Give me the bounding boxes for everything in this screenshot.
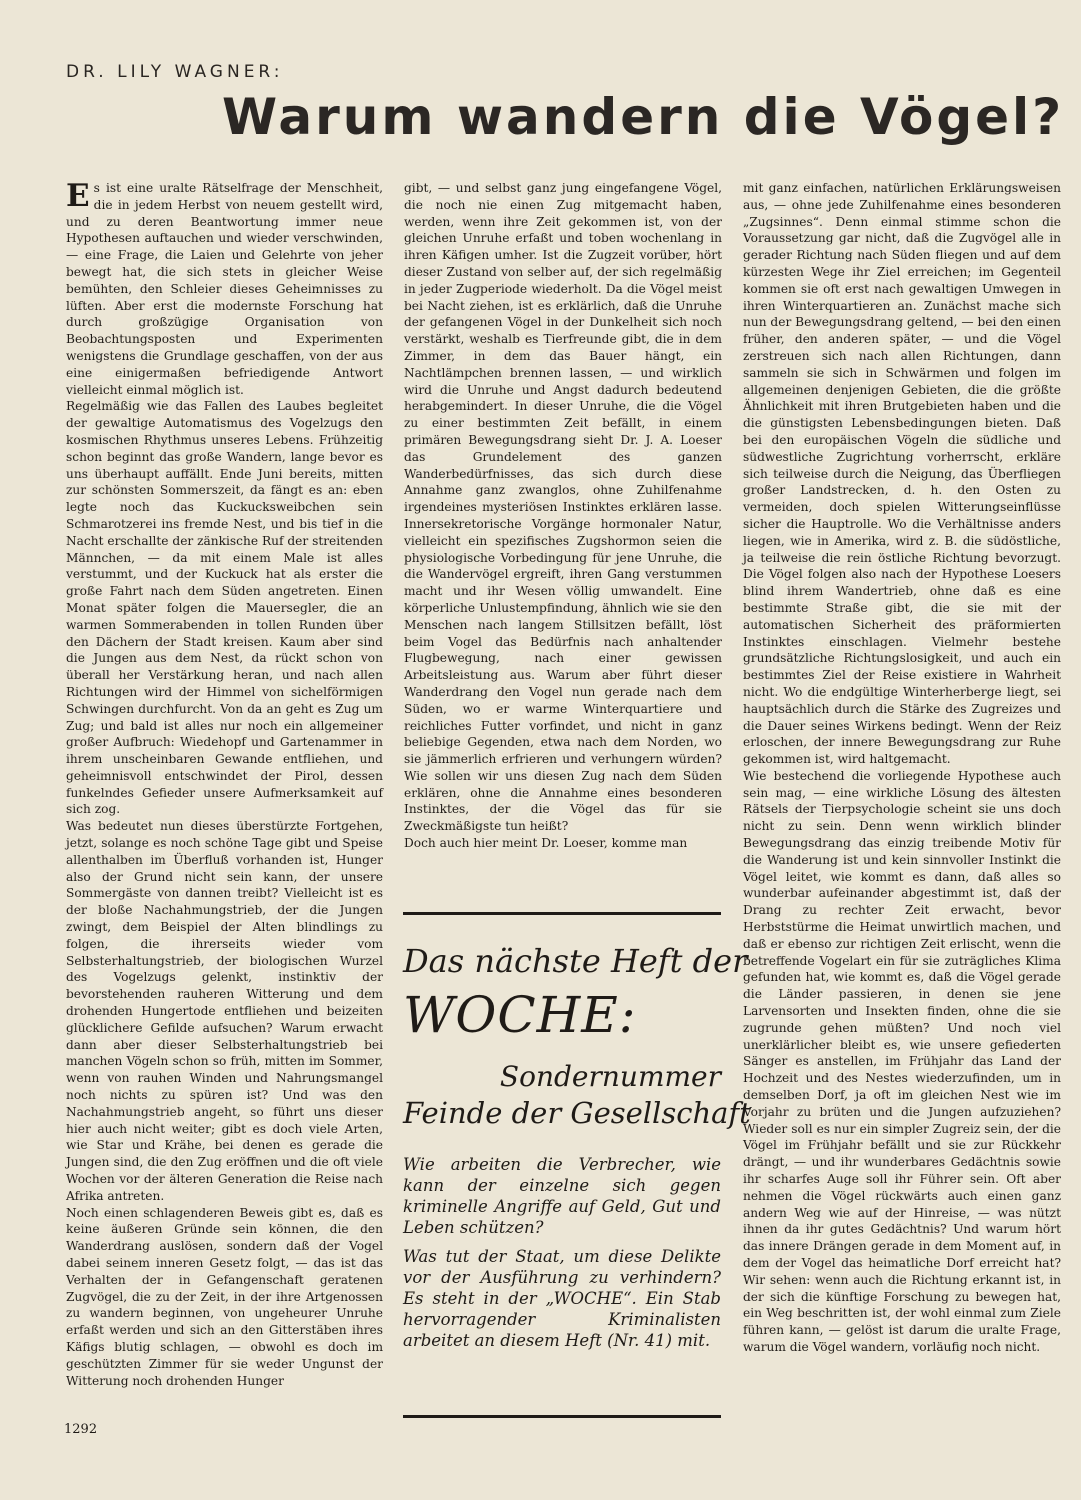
page-number: 1292 bbox=[64, 1422, 98, 1437]
advert-text: Was tut der Staat, um diese Delikte vor der Ausführung zu verhindern? Es steht in der „WOCHE“. Ein Stab hervorragender Kriminalisten arbeitet an diesem Heft (Nr. 41) mit. bbox=[403, 1247, 721, 1350]
paragraph: Regelmäßig wie das Fallen des Laubes begleitet der gewaltige Automatismus des Vogelzugs den kosmischen Rhythmus unseres Lebens. Frühzeitig schon beginnt das große Wandern, lange bevor es uns überhaupt auffällt. Ende Juni bereits, mitten zur schönsten Sommerszeit, da fängt es an: eben legte noch das Kuckucksweibchen sein Schmarotzerei ins fremde Nest, und bis tief in die Nacht erschallte der zänkische Ruf der streitenden Männchen, — da mit einem Male ist alles verstummt, und der Kuckuck hat als erster die große Fahrt nach dem Süden angetreten. Einen Monat später folgen die Mauersegler, die an warmen Sommerabenden in tollen Runden über den Dächern der Stadt kreisen. Kaum aber sind die Jungen aus dem Nest, da rückt schon von überall her Verstärkung heran, und nach allen Richtungen wird der Himmel von sichelförmigen Schwingen durchfurcht. Von da an geht es Zug um Zug; und bald ist alles nur noch ein allgemeiner großer Aufbruch: Wiedehopf und Gartenammer in ihrem unscheinbaren Gewande entfliehen, und geheimnisvoll entschwindet der Pirol, dessen funkelndes Gefieder unsere Aufmerksamkeit auf sich zog. bbox=[66, 399, 383, 817]
paragraph: Noch einen schlagenderen Beweis gibt es, daß es keine äußeren Gründe sein können, die den Wanderdrang auslösen, sondern daß der Vogel dabei seinem inneren Gesetz folgt, — das ist das Verhalten der in Gefangenschaft geratenen Zugvögel, die zu der Zeit, in der ihre Artgenossen zu wandern beginnen, von ungeheurer Unruhe erfaßt werden und sich an den Gitterstäben ihres Käfigs blutig schlagen, — obwohl es doch im geschützten Zimmer für sie weder Ungunst der Witterung noch drohenden Hunger bbox=[66, 1205, 383, 1388]
paragraph bbox=[66, 180, 383, 398]
article-title: Warum wandern die Vögel? bbox=[222, 88, 1065, 146]
article-column-1 bbox=[66, 180, 383, 1389]
drop-cap: E bbox=[66, 178, 90, 214]
paragraph-rest: s ist eine uralte Rätselfrage der Menschheit, die in jedem Herbst von neuem gestellt wird, und zu deren Beantwortung immer neue Hypothesen auftauchen und wieder verschwinden, — eine Frage, die Laien und Gelehrte von jeher bewegt hat, die sich stets in gleicher Weise bemühten, den Schleier dieses Geheimnisses zu lüften. Aber erst die modernste Forschung hat durch großzügige Organisation von Beobachtungsposten und Experimenten wenigstens die Grundlage geschaffen, von der aus eine einigermaßen befriedigende Antwort vielleicht einmal möglich ist. bbox=[66, 181, 383, 397]
paragraph: gibt, — und selbst ganz jung eingefangene Vögel, die noch nie einen Zug mitgemacht haben, werden, wenn ihre Zeit gekommen ist, von der gleichen Unruhe erfaßt und toben wochenlang in ihren Käfigen umher. Ist die Zugzeit vorüber, hört dieser Zustand von selber auf, der sich regelmäßig in jeder Zugperiode wiederholt. Da die Vögel meist bei Nacht ziehen, ist es erklärlich, daß die Unruhe der gefangenen Vögel in der Dunkelheit sich noch verstärkt, weshalb es Tierfreunde gibt, die in dem Zimmer, in dem das Bauer hängt, ein Nachtlämpchen brennen lassen, — und wirklich wird die Unruhe und Angst dadurch bedeutend herabgemindert. In dieser Unruhe, die die Vögel zu einer bestimmten Zeit befällt, in einem primären Bewegungsdrang sieht Dr. J. A. Loeser das Grundelement des ganzen Wanderbedürfnisses, das sich durch diese Annahme ganz zwanglos, ohne Zuhilfenahme irgendeines mysteriösen Instinktes erklären lasse. Innersekretorische Vorgänge hormonaler Natur, vielleicht ein spezifisches Zugshormon seien die physiologische Vorbedingung für jene Unruhe, die die Wandervögel ergreift, ihren Gang verstummen macht und ihr Wesen völlig umwandelt. Eine körperliche Unlustempfindung, ähnlich wie sie den Menschen nach langem Stillsitzen befällt, löst beim Vogel das Bedürfnis nach anhaltender Flugbewegung, nach einer gewissen Arbeitsleistung aus. Warum aber führt dieser Wanderdrang den Vogel nun gerade nach dem Süden, wo er warme Winterquartiere und reichliches Futter vorfindet, und nicht in ganz beliebige Gegenden, etwa nach dem Norden, wo sie jämmerlich erfrieren und verhungern würden? Wie sollen wir uns diesen Zug nach dem Süden erklären, ohne die Annahme eines besonderen Instinktes, der die Vögel das für sie Zweckmäßigste tun heißt? bbox=[404, 181, 722, 834]
next-issue-advert bbox=[403, 912, 751, 1418]
paragraph: Wie bestechend die vorliegende Hypothese auch sein mag, — eine wirkliche Lösung des ältesten Rätsels der Tierpsychologie scheint sie uns doch nicht zu sein. Denn wenn wirklich blinder Bewegungsdrang das einzig treibende Motiv für die Wanderung ist und kein sinnvoller Instinkt die Vögel leitet, wie kommt es dann, daß alles so wunderbar aufeinander abgestimmt ist, daß der Drang zu rechter Zeit erwacht, bevor Herbststürme die Heimat unwirtlich machen, und daß er ebenso zur richtigen Zeit erlischt, wenn die betreffende Vogelart ein für sie zuträgliches Klima gefunden hat, wie kommt es, daß die Vögel gerade die Länder passieren, in denen sie jene Larvensorten und Insekten finden, ohne die sie zugrunde gehen müßten? Und noch viel unerklärlicher bleibt es, wie unsere gefiederten Sänger es anstellen, im Frühjahr das Land der Hochzeit und des Nestes wiederzufinden, um in demselben Dorf, ja oft im gleichen Nest wie im Vorjahr zu brüten und die Jungen aufzuziehen? Wieder soll es nur ein simpler Zugreiz sein, der die Vögel im Frühjahr befällt und sie zur Rückkehr drängt, — und ihr wunderbares Gedächtnis sowie ihr scharfes Auge soll ihr Führer sein. Oft aber nehmen die Vögel rückwärts auch einen ganz andern Weg wie auf der Hinreise, — was nützt ihnen da ihr gutes Gedächtnis? Und warum hört das innere Drängen gerade in dem Moment auf, in dem der Vogel das heimatliche Dorf erreicht hat? Wir sehen: wenn auch die Richtung erkannt ist, in der sich die künftige Forschung zu bewegen hat, ein Weg beschritten ist, der wohl einmal zum Ziele führen kann, — gelöst ist darum die uralte Frage, warum die Vögel wandern, vorläufig noch nicht. bbox=[743, 768, 1061, 1354]
advert-text: Wie arbeiten die Verbrecher, wie kann der einzelne sich gegen kriminelle Angriffe auf Geld, Gut und Leben schützen? bbox=[403, 1155, 721, 1237]
divider-rule bbox=[403, 1415, 721, 1418]
advert-special-issue: Sondernummer bbox=[499, 1060, 721, 1093]
advert-headline: Das nächste Heft der bbox=[403, 942, 748, 980]
advert-magazine-name: WOCHE: bbox=[403, 986, 637, 1044]
author-line: DR. LILY WAGNER: bbox=[66, 62, 284, 82]
article-column-3 bbox=[743, 180, 1061, 1356]
paragraph: Doch auch hier meint Dr. Loeser, komme man bbox=[404, 836, 688, 851]
paragraph: Was bedeutet nun dieses überstürzte Fortgehen, jetzt, solange es noch schöne Tage gibt und Speise allenthalben im Überfluß vorhanden ist, Hunger also der Grund nicht sein kann, der unsere Sommergäste von dannen treibt? Vielleicht ist es der bloße Nachahmungstrieb, der die Jungen zwingt, dem Beispiel der Alten blindlings zu folgen, die ihrerseits wieder vom Selbsterhaltungstrieb, der biologischen Wurzel des Vogelzugs gelenkt, instinktiv der bevorstehenden rauheren Witterung und dem drohenden Hungertode entfliehen und beizeiten glücklichere Gefilde aufsuchen? Warum erwacht dann aber dieser Selbsterhaltungstrieb bei manchen Vögeln schon so früh, mitten im Sommer, wenn von rauhen Winden und Nahrungsmangel noch nichts zu spüren ist? Und was den Nachahmungstrieb angeht, so führt uns dieser hier auch nicht weiter; gibt es doch viele Arten, wie Star und Krähe, bei denen es gerade die Jungen sind, die den Zug eröffnen und die oft viele Wochen vor der älteren Generation die Reise nach Afrika antreten. bbox=[66, 819, 383, 1203]
divider-rule bbox=[403, 912, 721, 915]
article-column-2 bbox=[404, 180, 722, 852]
advert-issue-theme: Feinde der Gesellschaft bbox=[403, 1096, 751, 1130]
paragraph: mit ganz einfachen, natürlichen Erklärungsweisen aus, — ohne jede Zuhilfenahme eines besonderen „Zugsinnes“. Denn einmal stimme schon die Voraussetzung gar nicht, daß die Zugvögel alle in gerader Richtung nach Süden fliegen und auf dem kürzesten Wege ihr Ziel erreichen; im Gegenteil kommen sie oft erst nach gewaltigen Umwegen in ihren Winterquartieren an. Zunächst mache sich nun der Bewegungsdrang geltend, — bei den einen früher, den anderen später, — und die Vögel zerstreuen sich nach allen Richtungen, dann sammeln sie sich in Schwärmen und folgen im allgemeinen denjenigen Gebieten, die die größte Ähnlichkeit mit ihren Brutgebieten haben und die die günstigsten Lebensbedingungen bieten. Daß bei den europäischen Vögeln die südliche und südwestliche Zugrichtung vorherrscht, erkläre sich teilweise durch die Neigung, das Überfliegen großer Landstrecken, d. h. den Osten zu vermeiden, doch spielen Witterungseinflüsse sicher die Hauptrolle. Wo die Verhältnisse anders liegen, wie in Amerika, wird z. B. die südöstliche, ja teilweise die rein östliche Richtung bevorzugt. Die Vögel folgen also nach der Hypothese Loesers blind ihrem Wandertrieb, ohne daß es eine bestimmte Straße gibt, die sie mit der automatischen Sicherheit des präformierten Instinktes einschlagen. Vielmehr bestehe grundsätzliche Richtungslosigkeit, und auch ein bestimmtes Ziel der Reise existiere in Wahrheit nicht. Wo die endgültige Winterherberge liegt, sei hauptsächlich durch die Stärke des Zugreizes und die Dauer seines Wirkens bedingt. Wenn der Reiz erloschen, der innere Bewegungsdrang zur Ruhe gekommen ist, wird haltgemacht. bbox=[743, 181, 1061, 767]
